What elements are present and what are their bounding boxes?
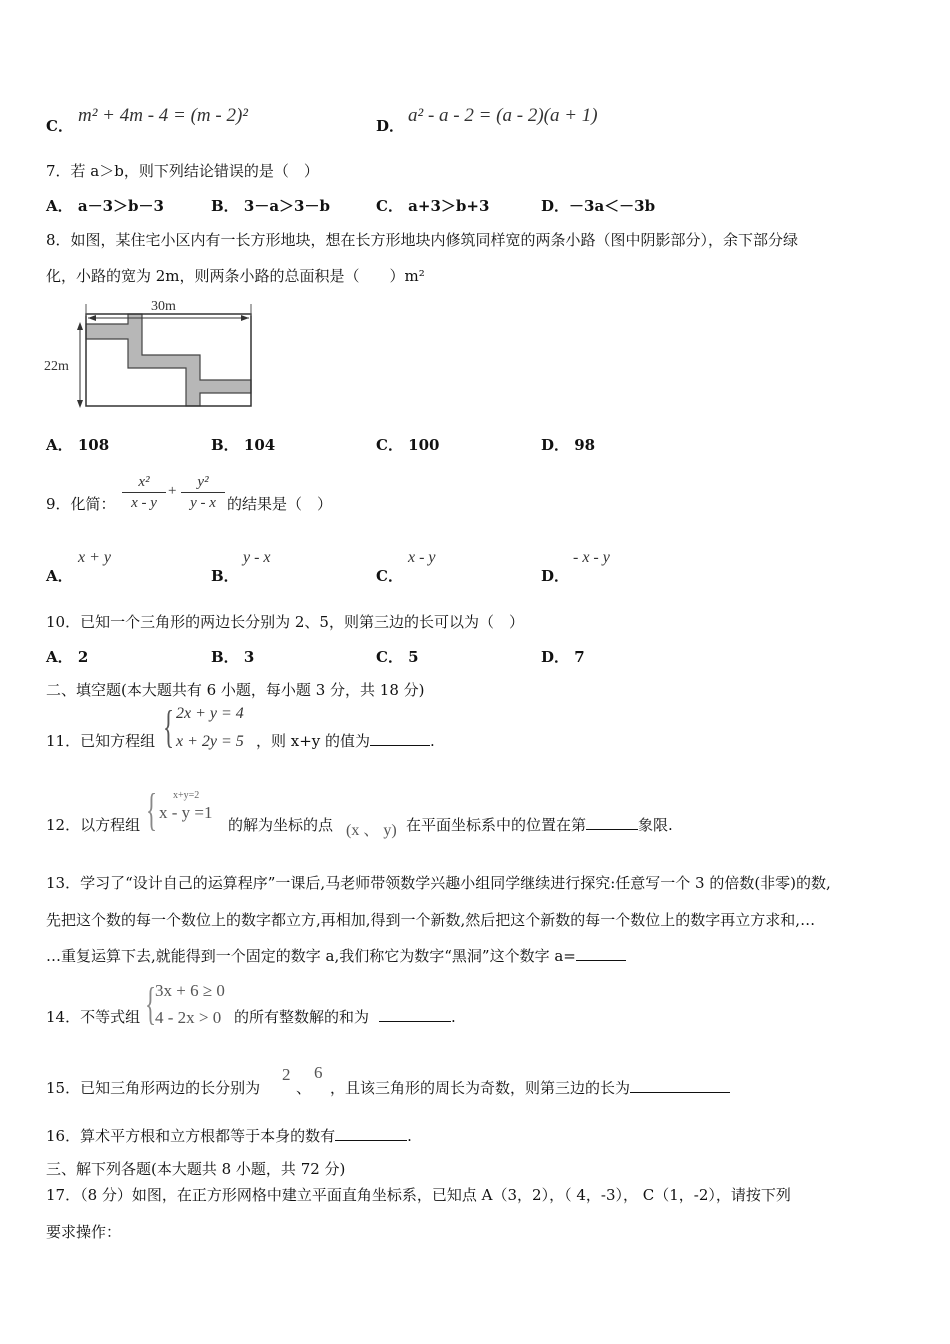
q7-option-c: C． a+3＞b+3 <box>376 197 490 215</box>
section-3-heading: 三、解下列各题(本大题共 8 小题，共 72 分) <box>46 1160 346 1178</box>
q10-option-d: D． 7 <box>541 648 585 666</box>
q17-line-2: 要求操作： <box>46 1223 122 1241</box>
q10-option-c: C． 5 <box>376 648 419 666</box>
section-2-heading: 二、填空题(本大题共有 6 小题，每小题 3 分，共 18 分) <box>46 681 425 699</box>
q9-suffix: 的结果是（ ） <box>227 495 333 513</box>
q9-fraction-2 <box>181 472 225 513</box>
q9-plus-sign: + <box>168 483 177 499</box>
q7-stem: 7．若 a＞b，则下列结论错误的是（ ） <box>46 162 319 180</box>
q8-option-c: C． 100 <box>376 436 440 454</box>
q9-fraction-1-denominator: x - y <box>131 495 157 511</box>
q11-equation-1: 2x + y = 4 <box>176 705 244 722</box>
q8-width-label: 30m <box>151 299 176 314</box>
q8-stem-line1: 8．如图，某住宅小区内有一长方形地块，想在长方形地块内修筑同样宽的两条小路（图中阴影部分），余下部分绿 <box>46 231 799 249</box>
q7-option-a: A． a－3＞b－3 <box>46 197 164 215</box>
q6-option-d-label: D． <box>376 117 405 135</box>
q14-inequality-2: 4 - 2x > 0 <box>155 1008 222 1027</box>
q9-fraction-2-numerator: y² <box>197 474 209 490</box>
q8-height-label: 22m <box>44 359 69 374</box>
q15-suffix-text: ，且该三角形的周长为奇数，则第三边的长为 <box>330 1079 631 1097</box>
q14-suffix <box>234 1007 456 1027</box>
q10-option-b: B． 3 <box>211 648 255 666</box>
q15-value-2: 6 <box>314 1063 323 1082</box>
q8-option-a: A． 108 <box>46 436 110 454</box>
q12-mid: 的解为坐标的点 <box>228 816 334 834</box>
q9-option-c-label: C． <box>376 567 403 585</box>
q8-option-b: B． 104 <box>211 436 276 454</box>
q15-answer-blank[interactable] <box>630 1078 730 1093</box>
q8-option-d: D． 98 <box>541 436 596 454</box>
q15-prefix: 15．已知三角形两边的长分别为 <box>46 1079 261 1097</box>
q15-separator: 、 <box>296 1079 312 1097</box>
q13-line-3 <box>46 946 626 966</box>
q12-equation-2: x - y =1 <box>159 803 213 822</box>
q14-suffix-text: 的所有整数解的和为 <box>234 1008 370 1026</box>
q13-line-1: 13．学习了“设计自己的运算程序”一课后,马老师带领数学兴趣小组同学继续进行探究:任意写一个 3 的倍数(非零)的数, <box>46 874 831 892</box>
q12-brace: { <box>146 784 158 835</box>
q9-fraction-1 <box>122 472 166 513</box>
q17-line-1: 17．（8 分）如图，在正方形网格中建立平面直角坐标系，已知点 A（3，2），（ 4，-3）， C（1，-2），请按下列 <box>46 1186 791 1204</box>
q16-answer-blank[interactable] <box>335 1126 407 1141</box>
q10-option-a: A． 2 <box>46 648 89 666</box>
q11-suffix-text: ，则 x+y 的值为 <box>256 732 371 750</box>
q9-prefix: 9．化简： <box>46 495 116 513</box>
q15-suffix <box>330 1078 730 1098</box>
q16-stem <box>46 1126 412 1146</box>
q14-prefix: 14．不等式组 <box>46 1008 141 1026</box>
q12-point: (x 、 y) <box>346 822 397 839</box>
q9-option-d-expr: - x - y <box>573 549 610 566</box>
q12-end: 象限. <box>638 816 673 834</box>
q14-brace: { <box>145 978 157 1029</box>
q11-brace: { <box>163 701 175 752</box>
q14-end: . <box>451 1008 456 1026</box>
q6-option-d-formula: a² - a - 2 = (a - 2)(a + 1) <box>408 105 598 126</box>
q9-option-a-label: A． <box>46 567 73 585</box>
q14-inequality-1: 3x + 6 ≥ 0 <box>155 981 225 1000</box>
q11-answer-blank[interactable] <box>370 731 430 746</box>
q12-suffix-text: 在平面坐标系中的位置在第 <box>406 816 587 834</box>
q7-option-b: B． 3－a＞3－b <box>211 197 330 215</box>
q9-option-a-expr: x + y <box>78 549 111 566</box>
q12-suffix <box>406 815 673 835</box>
q15-value-1: 2 <box>282 1065 291 1084</box>
q8-rectangle-figure <box>40 294 265 416</box>
q11-equation-2: x + 2y = 5 <box>176 733 244 750</box>
q11-end: . <box>430 732 435 750</box>
q14-answer-blank[interactable] <box>379 1007 451 1022</box>
q8-path-shade <box>86 314 251 406</box>
q9-option-c-expr: x - y <box>408 549 436 566</box>
q12-prefix: 12．以方程组 <box>46 816 141 834</box>
q13-line-3-text: …重复运算下去,就能得到一个固定的数字 a,我们称它为数字“黑洞”这个数字 a= <box>46 947 576 965</box>
q9-option-d-label: D． <box>541 567 570 585</box>
q9-fraction-1-numerator: x² <box>138 474 150 490</box>
q13-answer-blank[interactable] <box>576 946 626 961</box>
q11-prefix: 11．已知方程组 <box>46 732 156 750</box>
q12-equation-1: x+y=2 <box>173 790 200 801</box>
q12-answer-blank[interactable] <box>586 815 638 830</box>
q9-option-b-expr: y - x <box>243 549 271 566</box>
q9-fraction-2-denominator: y - x <box>190 495 216 511</box>
q13-line-2: 先把这个数的每一个数位上的数字都立方,再相加,得到一个新数,然后把这个新数的每一个数位上的数字再立方求和,… <box>46 911 816 929</box>
q16-text: 16．算术平方根和立方根都等于本身的数有 <box>46 1127 336 1145</box>
q6-option-c-formula: m² + 4m - 4 = (m - 2)² <box>78 105 249 126</box>
q9-option-b-label: B． <box>211 567 239 585</box>
q6-option-c-label: C． <box>46 117 73 135</box>
q8-stem-line2: 化，小路的宽为 2m，则两条小路的总面积是（ ）m² <box>46 267 425 285</box>
q11-suffix <box>256 731 435 751</box>
q7-option-d: D．－3a＜－3b <box>541 197 656 215</box>
q16-end: . <box>407 1127 412 1145</box>
q10-stem: 10．已知一个三角形的两边长分别为 2、5，则第三边的长可以为（ ） <box>46 613 524 631</box>
